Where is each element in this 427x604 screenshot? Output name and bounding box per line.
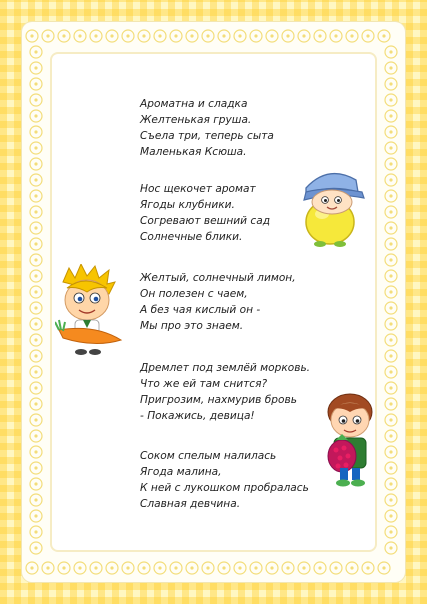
- poem-line: Согревают вешний сад: [140, 215, 271, 227]
- poem-line: Нос щекочет аромат: [140, 183, 256, 195]
- poem-line: Дремлет под землёй морковь.: [140, 362, 311, 374]
- poem-line: Славная девчина.: [140, 498, 241, 510]
- poem-line: А без чая кислый он -: [140, 304, 261, 316]
- poem-line: Желтый, солнечный лимон,: [140, 272, 296, 284]
- poem-line: Ягода малина,: [140, 466, 222, 478]
- poem-line: Соком спелым налилась: [140, 450, 277, 462]
- poem-line: Мы про это знаем.: [140, 320, 244, 332]
- poem-stanza-3: [140, 270, 350, 334]
- poem-line: Съела три, теперь сыта: [140, 130, 274, 142]
- poem-line: Ягоды клубники.: [140, 199, 235, 211]
- poem-line: Солнечные блики.: [140, 231, 243, 243]
- lemon-character-illustration: [300, 162, 368, 248]
- carrot-boy-illustration: [55, 264, 125, 356]
- poem-line: - Покажись, девица!: [140, 410, 255, 422]
- poem-line: Ароматна и сладка: [140, 98, 248, 110]
- poem-stanza-1: [140, 96, 350, 160]
- poem-line: Желтенькая груша.: [140, 114, 252, 126]
- poem-line: Он полезен с чаем,: [140, 288, 248, 300]
- poem-line: Что же ей там снится?: [140, 378, 268, 390]
- raspberry-boy-illustration: [320, 390, 380, 490]
- poem-line: К ней с лукошком пробралась: [140, 482, 309, 494]
- poem-line: Маленькая Ксюша.: [140, 146, 247, 158]
- poem-line: Пригрозим, нахмурив бровь: [140, 394, 297, 406]
- poem-stanza-5: [140, 448, 350, 512]
- poem-stanza-4: [140, 360, 350, 424]
